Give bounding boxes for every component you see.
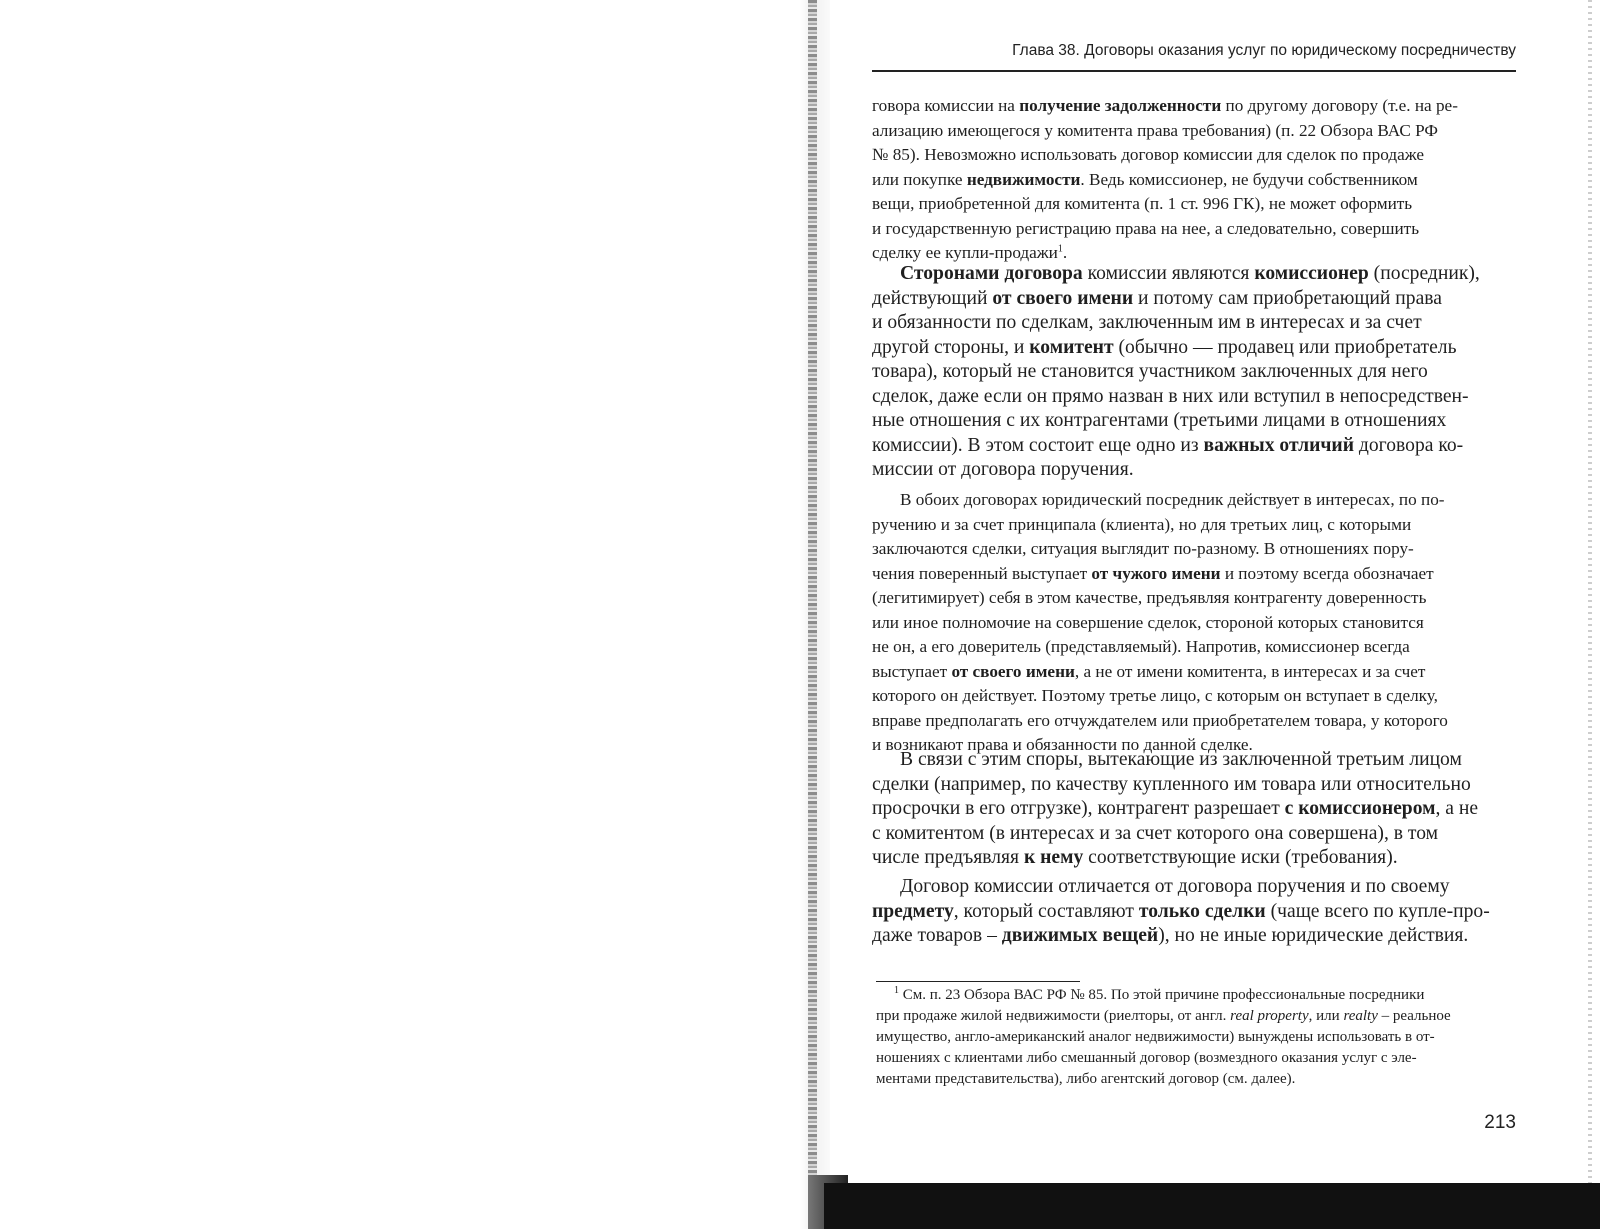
text-line: и возникают права и обязанности по данной сделке. [872, 735, 1253, 754]
text-line: и обязанности по сделкам, заключенным им в интересах и за счет [872, 312, 1422, 333]
text-line: сделки (например, по качеству купленного им товара или относительно [872, 773, 1471, 795]
text-line [876, 1006, 1516, 1027]
bold-term: предмету [872, 900, 954, 922]
text-line: которого он действует. Поэтому третье лицо, с которым он вступает в сделку, [872, 686, 1438, 705]
text-line: Договор комиссии отличается от договора поручения и по своему [900, 876, 1450, 897]
scan-bottom-shadow [824, 1183, 1600, 1229]
text-line: или иное полномочие на совершение сделок, стороной которых становится [872, 612, 1424, 632]
text: договора ко- [1354, 434, 1464, 456]
paragraph-3 [872, 488, 1516, 758]
text-line [872, 336, 1516, 361]
text-line [872, 434, 1516, 459]
text: , который составляют [953, 900, 1139, 922]
italic-term: real property [1230, 1008, 1309, 1024]
text: , или [1308, 1008, 1344, 1024]
text-line: ментами представительства), либо агентский договор (см. далее). [876, 1071, 1296, 1087]
text: и поэтому всегда обозначает [1220, 563, 1434, 583]
bold-term: только сделки [1138, 900, 1266, 922]
text-line [872, 262, 1516, 287]
text: ), но не иные юридические действия. [1158, 925, 1469, 946]
text: , а не [1435, 798, 1479, 819]
bold-term: комитент [1029, 336, 1114, 358]
text: сделку ее купли-продажи [872, 243, 1058, 262]
text: числе предъявляя [872, 847, 1024, 868]
text-line [876, 985, 1516, 1006]
text: комиссии). В этом состоит еще одно из [872, 434, 1204, 456]
text: См. п. 23 Обзора ВАС РФ № 85. По этой причине профессиональные посредники [899, 987, 1425, 1003]
text: (обычно — продавец или приобретатель [1113, 336, 1457, 358]
text-line: № 85). Невозможно использовать договор комиссии для сделок по продаже [872, 145, 1424, 164]
text-line: В обоих договорах юридический посредник действует в интересах, по по- [900, 490, 1445, 509]
text: действующий [872, 287, 993, 309]
bold-term: от своего имени [951, 661, 1075, 681]
text-line: (легитимирует) себя в этом качестве, предъявляя контрагенту доверенность [872, 588, 1427, 607]
text-line: с комитентом (в интересах и за счет которого она совершена), в том [872, 822, 1439, 844]
paragraph-4 [872, 748, 1516, 871]
text-line: ручению и за счет принципала (клиента), но для третьих лиц, с которыми [872, 514, 1412, 534]
text-line [872, 660, 1516, 685]
page-edge [1588, 0, 1592, 1229]
text: выступает [872, 661, 952, 681]
bold-term: комиссионер [1254, 263, 1369, 284]
text: . [1062, 243, 1068, 262]
text: (посредник), [1368, 263, 1480, 284]
text-line: товара), который не становится участником заключенных для него [872, 361, 1428, 382]
text: комиссии являются [1082, 263, 1255, 284]
text-line [872, 168, 1516, 193]
text-line [872, 846, 1516, 871]
bold-term: с комиссионером [1284, 798, 1436, 819]
text-line: сделок, даже если он прямо назван в них или вступил в непосредствен- [872, 385, 1469, 407]
text-line: ные отношения с их контрагентами (третьими лицами в отношениях [872, 410, 1447, 431]
text-line: ношениях с клиентами либо смешанный договор (возмездного оказания услуг с эле- [876, 1050, 1417, 1066]
text: чения поверенный выступает [872, 563, 1092, 583]
running-header: Глава 38. Договоры оказания услуг по юридическому посредничеству [1012, 42, 1516, 59]
text-line [872, 900, 1516, 925]
text-line: ализацию имеющегося у комитента права требования) (п. 22 Обзора ВАС РФ [872, 120, 1438, 140]
text: или покупке [872, 169, 967, 189]
bold-term: Сторонами договора [900, 263, 1083, 284]
text-line: В связи с этим споры, вытекающие из заключенной третьим лицом [900, 749, 1462, 770]
text: (чаще всего по купле-про- [1265, 900, 1490, 922]
text-line: вправе предполагать его отчуждателем или приобретателем товара, у которого [872, 710, 1448, 730]
footnote-mark: 1 [894, 985, 899, 996]
bold-term: получение задолженности [1019, 96, 1222, 115]
footnote-ref: 1 [1057, 243, 1063, 255]
book-binding [808, 0, 817, 1229]
text-line: вещи, приобретенной для комитента (п. 1 ст. 996 ГК), не может оформить [872, 194, 1413, 213]
text-line [872, 94, 1516, 119]
text: , а не от имени комитента, в интересах и за счет [1074, 661, 1426, 681]
paragraph-1 [872, 94, 1516, 266]
bold-term: к нему [1023, 847, 1084, 868]
page-number: 213 [1484, 1112, 1516, 1133]
text-line [872, 797, 1516, 822]
text: просрочки в его отгрузке), контрагент разрешает [872, 798, 1285, 819]
text-line [872, 924, 1516, 949]
footnote [876, 985, 1516, 1090]
header-rule [872, 70, 1516, 72]
text-line: заключаются сделки, ситуация выглядит по-разному. В отношениях пору- [872, 539, 1414, 558]
footnote-rule [876, 981, 1080, 982]
text-line: миссии от договора поручения. [872, 459, 1134, 480]
text: при продаже жилой недвижимости (риелторы, от англ. [876, 1008, 1231, 1024]
paragraph-5 [872, 875, 1516, 949]
text: даже товаров – [872, 925, 1002, 946]
bold-term: важных отличий [1203, 434, 1355, 456]
text: соответствующие иски (требования). [1083, 847, 1398, 868]
bold-term: от чужого имени [1091, 563, 1221, 583]
text-line [872, 562, 1516, 587]
text: другой стороны, и [872, 336, 1030, 358]
bold-term: недвижимости [966, 169, 1081, 189]
bold-term: движимых вещей [1001, 925, 1159, 946]
italic-term: realty [1343, 1008, 1378, 1024]
text: по другому договору (т.е. на ре- [1221, 96, 1458, 115]
text-line: не он, а его доверитель (представляемый). Напротив, комиссионер всегда [872, 637, 1410, 656]
text-line: и государственную регистрацию права на нее, а следовательно, совершить [872, 218, 1420, 238]
paragraph-2 [872, 262, 1516, 483]
bold-term: от своего имени [992, 287, 1134, 309]
text-line: имущество, англо-американский аналог недвижимости) вынуждены использовать в от- [876, 1029, 1435, 1045]
text: . Ведь комиссионер, не будучи собственником [1080, 169, 1418, 189]
text: говора комиссии на [872, 96, 1020, 115]
text: и потому сам приобретающий права [1133, 287, 1442, 309]
text-line [872, 287, 1516, 312]
text: – реальное [1377, 1008, 1451, 1024]
